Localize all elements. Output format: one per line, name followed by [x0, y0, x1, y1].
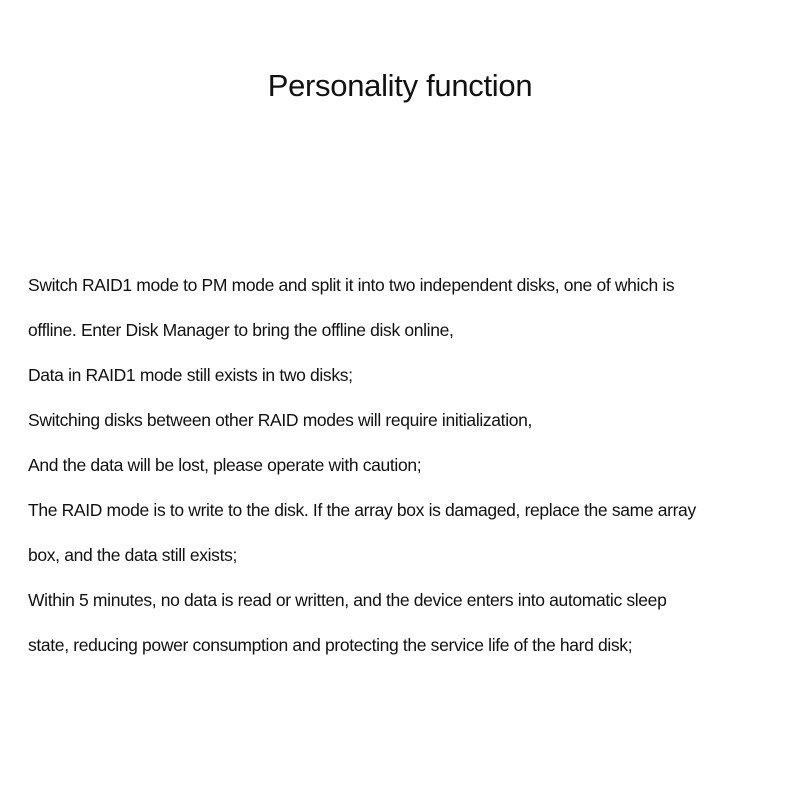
text-line: offline. Enter Disk Manager to bring the offline disk online,	[28, 320, 454, 340]
text-line: And the data will be lost, please operate with caution;	[28, 455, 422, 475]
text-line: state, reducing power consumption and protecting the service life of the hard disk;	[28, 635, 633, 655]
text-line: Switching disks between other RAID modes will require initialization,	[28, 410, 533, 430]
text-line: box, and the data still exists;	[28, 545, 237, 565]
text-line: Data in RAID1 mode still exists in two disks;	[28, 365, 353, 385]
body-text	[28, 263, 792, 668]
text-line: Switch RAID1 mode to PM mode and split it into two independent disks, one of which is	[28, 275, 675, 295]
text-line: Within 5 minutes, no data is read or written, and the device enters into automatic sleep	[28, 590, 667, 610]
page-title: Personality function	[267, 68, 533, 103]
text-line: The RAID mode is to write to the disk. If the array box is damaged, replace the same array	[28, 500, 696, 520]
